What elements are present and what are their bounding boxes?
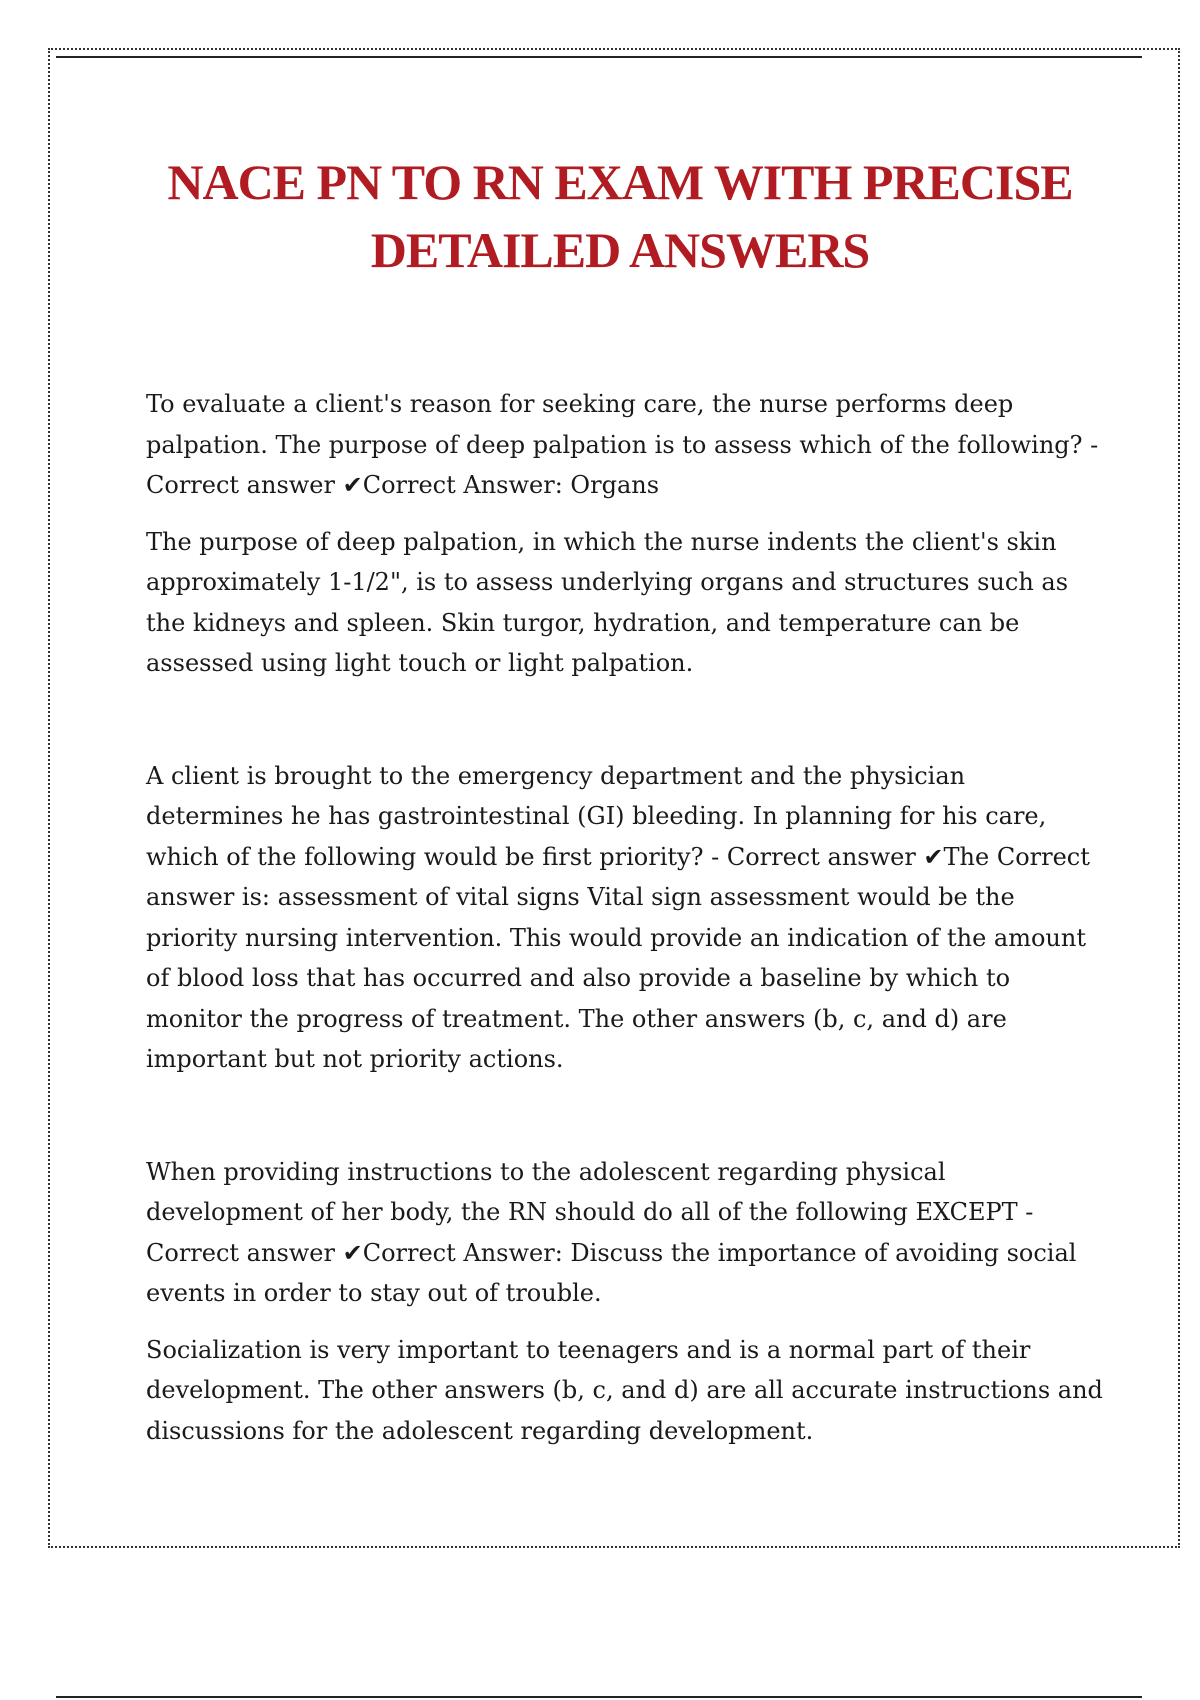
explanation-3: Socialization is very important to teenagers and is a normal part of their development. The other answers (b, c, and d) are all accurate instructions and discussions for the adolescent regarding development.: [146, 1335, 1103, 1445]
title-line-1: NACE PN TO RN EXAM WITH PRECISE: [167, 154, 1073, 210]
document-body: [146, 384, 1106, 1451]
top-rule: [56, 56, 1142, 58]
bottom-rule: [56, 1696, 1142, 1698]
document-title: [100, 148, 1140, 284]
question-3: When providing instructions to the adolescent regarding physical development of her body, the RN should do all of the following EXCEPT - Correct answer ✔Correct Answer: Discuss the importance of avoiding social events in order to stay out of trouble.: [146, 1157, 1077, 1307]
explanation-1: The purpose of deep palpation, in which the nurse indents the client's skin approximately 1-1/2", is to assess underlying organs and structures such as the kidneys and spleen. Skin turgor, hydration, and temperature can be assessed using light touch or light palpation.: [146, 527, 1069, 677]
question-2: A client is brought to the emergency department and the physician determines he has gastrointestinal (GI) bleeding. In planning for his care, which of the following would be first priority? - Correct answer ✔The Correct answer is: assessment of vital signs Vital sign assessment would be the priority nursing intervention. This would provide an indication of the amount of blood loss that has occurred and also provide a baseline by which to monitor the progress of treatment. The other answers (b, c, and d) are important but not priority actions.: [146, 761, 1090, 1073]
question-1: To evaluate a client's reason for seeking care, the nurse performs deep palpation. The purpose of deep palpation is to assess which of the following? - Correct answer ✔Correct Answer: Organs: [146, 390, 1099, 499]
title-line-2: DETAILED ANSWERS: [370, 222, 870, 278]
